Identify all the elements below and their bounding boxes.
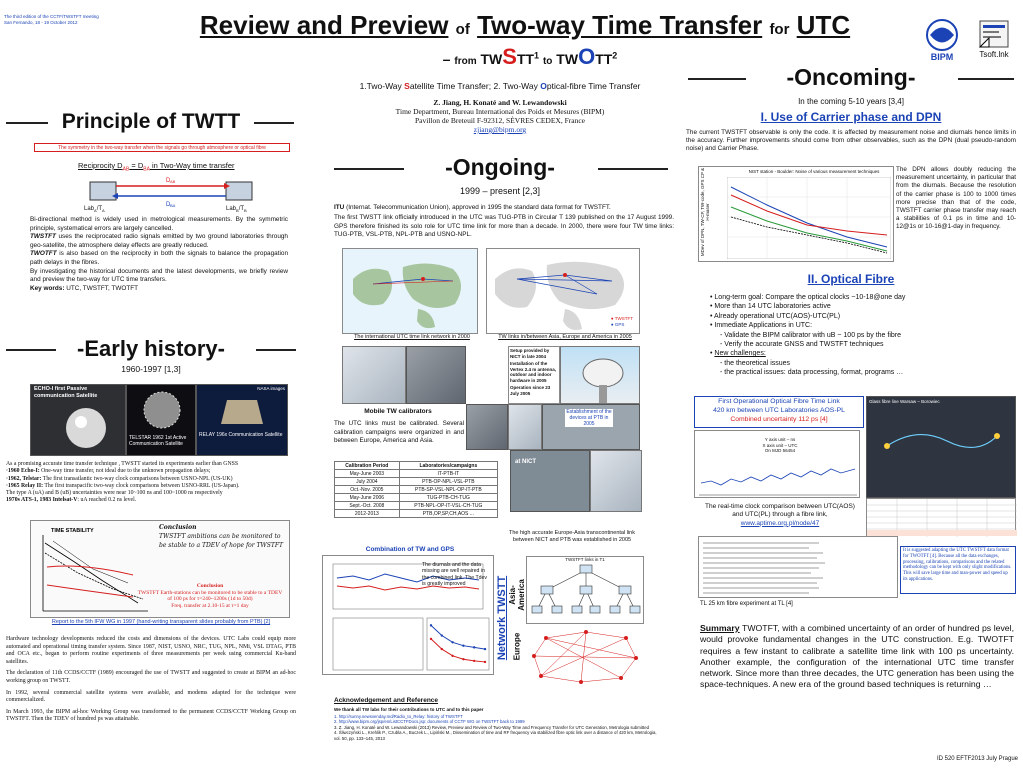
svg-text:BA: BA xyxy=(170,203,176,208)
divider xyxy=(958,78,1014,80)
title-dash: – xyxy=(442,51,451,67)
nict-label: at NICT xyxy=(515,459,536,465)
early-item-5-label: 1970s ATS-1, 1983 Intelsat-V xyxy=(6,497,78,504)
tdev-point xyxy=(484,661,486,663)
table-cell: Sept.-Oct. 2008 xyxy=(335,502,400,510)
twstft-label: TWSTFT xyxy=(30,233,56,241)
title-tt-1: TT xyxy=(516,51,535,67)
network-diagram-asia xyxy=(526,556,644,624)
summary-text: TWOTFT, with a combined uncertainty of an order of hundred ps level, would provoke fundamental changes in the UTC construction. E.g. TWOTFT requires a few instant to calibrate a satellite time link with 100 ps uncertainty. Another example, the configuration of the international UTC time transfer network. Since more than three decades, the UTC generation has been using the space-techniques. A new era of the ground based techniques is returning … xyxy=(700,623,1014,690)
early-item-3-text: The first transpacific two-way clock comparisons between USNO-RRL (US-Japan). xyxy=(43,482,240,489)
bipm-emblem-icon xyxy=(922,18,962,52)
history-para-2: The declaration of 11th CCDS/CCTF (1989) encouraged the use of TWSTT and suggested to create at BIPM an ad-hoc working group on TWSTT. xyxy=(6,670,296,684)
divider xyxy=(6,122,48,124)
fibre-bullet: • Already operational UTC(AOS)-UTC(PL) xyxy=(710,312,841,320)
fibre-map xyxy=(866,396,1016,498)
establishment-note: Establishment of the devices at PTB in 2005 xyxy=(566,409,612,427)
reciprocity-text: Reciprocity D xyxy=(78,161,123,170)
results-table xyxy=(866,498,1016,536)
sub-ab: AB xyxy=(122,166,130,173)
keywords xyxy=(30,285,288,294)
legend-twstft: ● TWSTFT xyxy=(610,316,633,321)
early-item-2-label: ·1962, Telstar: xyxy=(6,475,42,482)
title-tt-2: TT xyxy=(595,51,613,67)
antenna-photo-2 xyxy=(406,346,466,404)
telstar-icon xyxy=(127,385,197,435)
lab-a-text: Lab xyxy=(84,206,95,212)
fibre-title-1: First Operational Optical Fibre Time Link xyxy=(718,398,840,405)
early-years: 1960-1997 [1,3] xyxy=(121,364,181,374)
fibre-plot-label-2: X axis unit – UTC xyxy=(762,442,798,448)
section-1-text: The current TWSTFT observable is only the code. It is affected by measurement noise and diurnals hence limits in the accuracy. Further improvements should come from other observables, such as the DPN (dual pseudo-random noise) and Carrier Phase. xyxy=(686,129,1016,153)
early-item-2-text: The first transatlantic two-way clock comparisons between USNO-NPL (US-UK) xyxy=(41,475,233,482)
dpn-chart xyxy=(698,166,894,262)
network-label: Network TWSTT xyxy=(496,575,508,661)
table-row xyxy=(335,486,498,494)
combo-title: Combination of TW and GPS xyxy=(365,546,455,553)
keywords-text: UTC, TWSTFT, TWOTFT xyxy=(64,284,139,292)
principle-p2-text: uses the reciprocated radio signals emitted by two ground laboratories through geo-satellite, the atmosphere delay effects are greatly reduced. xyxy=(30,233,288,249)
world-map-2000 xyxy=(343,249,479,335)
tl-caption: TL 25 km fibre experiment at TL [4] xyxy=(700,601,793,607)
tdev-point xyxy=(441,634,443,636)
setup-note-3: Operation since 23 July 2005 xyxy=(510,385,551,396)
fibre-bullet-text: Long-term goal: Compare the optical clocks ~10-18@one day xyxy=(714,294,906,301)
fibre-bullet-text: More than 14 UTC laboratories active xyxy=(714,303,831,311)
principle-heading: Principle of TWTT xyxy=(61,110,241,133)
combo-note: The diurnals and the data missing are well repaired in the combined link. The Tdev is greatly improved xyxy=(422,562,487,587)
sub-ba: BA xyxy=(143,166,150,173)
title-tw-2: TW xyxy=(556,51,579,67)
network-tree-icon xyxy=(527,562,645,622)
shortcut-icon xyxy=(977,18,1011,50)
ongoing-para-2: The first TWSTT link officially introduced in the UTC was TUG-PTB in Circular T 139 published on the 17 August 1999. GPS therefore finished its solo role for UTC time link for more than a decade. In 2000, there were four TW time links: TUG-PTB, VSL-PTB, NPL-PTB and USNO-NPL. xyxy=(334,214,674,239)
fibre-bullet: • Long-term goal: Compare the optical clocks ~10-18@one day xyxy=(710,294,906,301)
challenge-text: the practical issues: data processing, format, programs … xyxy=(724,369,904,377)
table-row xyxy=(335,502,498,510)
calibration-table xyxy=(334,461,498,518)
fibre-plot-label-1: Y axis unit – ns xyxy=(764,437,796,442)
fibre-sub-bullet: - Verify the accurate GNSS and TWSTFT techniques xyxy=(720,341,884,349)
report-caption: Report to the 5th IFW WG in 1997 (hand-writing transparent slides probably from PTB) [2] xyxy=(51,619,271,625)
principle-text xyxy=(30,216,288,293)
corner-line-2: San Fernando, 18 - 19 October 2012 xyxy=(4,19,78,25)
fibre-sub-bullet: - Validate the BIPM calibrator with uB ~ 100 ps by the fibre xyxy=(720,331,901,339)
table-row xyxy=(335,470,498,478)
tsoft-label: Tsoft.lnk xyxy=(979,50,1009,59)
nict-photo xyxy=(510,450,590,512)
mobile-title: Mobile TW calibrators xyxy=(364,408,432,415)
ack-title: Acknowledgement and Reference xyxy=(334,697,439,704)
fibre-bullet: • More than 14 UTC laboratories active xyxy=(710,303,831,311)
authors-block xyxy=(330,98,670,134)
early-heading: -Early history- xyxy=(77,336,225,361)
title-sup-2: 2 xyxy=(612,50,618,61)
table-header-period: Calibration Period xyxy=(335,462,400,470)
divider xyxy=(6,349,56,351)
table-cell: May-June 2003 xyxy=(335,470,400,478)
title-of: of xyxy=(455,21,470,38)
tdev-point xyxy=(484,648,486,650)
section-1-title: I. Use of Carrier phase and DPN xyxy=(760,110,942,124)
tdev-point xyxy=(430,638,432,640)
principle-banner: The symmetry in the two-way transfer when the signals go through atmosphere or optical fibre xyxy=(34,143,290,152)
history-para-3: In 1992, several commercial satellite systems were available, and modems adapted for the technique were commercialized. xyxy=(6,689,296,704)
relay-satellite-icon xyxy=(197,392,289,432)
legend-gps: ● GPS xyxy=(610,321,625,327)
subtitle xyxy=(300,81,700,91)
network-title: TWSTFT links in T1 xyxy=(565,557,605,562)
tdev-point xyxy=(473,646,475,648)
telstar-photo xyxy=(126,384,196,456)
title-part-2: Two-way Time Transfer xyxy=(477,10,763,40)
echo-balloon-icon xyxy=(31,400,127,450)
relay-photo xyxy=(196,384,288,456)
results-table-grid xyxy=(867,499,1017,537)
hand-notes xyxy=(159,523,287,550)
table-cell: 2012-2013 xyxy=(335,510,400,518)
principle-para-4: By investigating the historical documents and the latest developments, we briefly review and preview the two-way for UTC time transfers. xyxy=(30,267,288,284)
ongoing-heading: -Ongoing- xyxy=(445,154,555,180)
subtitle-o: O xyxy=(540,81,547,91)
title-to: to xyxy=(542,56,553,67)
divider xyxy=(256,349,296,351)
reciprocity-label xyxy=(78,161,268,173)
telstar-caption: TELSTAR 1962 1st Active Communication Satellite xyxy=(129,435,187,447)
early-text xyxy=(6,461,296,505)
early-item-4: The type A (uA) and B (uB) uncertainties were near 10~100 ns and 100~1000 ns respectively xyxy=(6,490,223,497)
fibre-bullet: • New challenges: xyxy=(710,350,766,358)
tdev-point xyxy=(451,641,453,643)
table-row xyxy=(335,478,498,486)
itu-text: (Internat. Telecommunication Union), approved in 1995 the standard data format for TWSTFT. xyxy=(344,204,611,211)
early-item-1 xyxy=(6,468,296,475)
summary xyxy=(700,623,1014,691)
title-line-2 xyxy=(330,44,730,70)
divider xyxy=(334,168,404,170)
oncoming-years: In the coming 5-10 years [3,4] xyxy=(798,97,904,106)
title-from: from xyxy=(454,56,477,67)
hi-accuracy-caption: The high accurate Europe-Asia transcontinental link between NICT and PTB was established in 2005 xyxy=(509,530,635,543)
lab-b-label: $Lab_B/T_B$ xyxy=(226,206,247,214)
dish-antenna-icon xyxy=(561,347,641,405)
table-cell: July 2004 xyxy=(335,478,400,486)
summary-label: Summary xyxy=(700,623,740,633)
network-mesh-icon xyxy=(526,628,644,686)
author-names: Z. Jiang, H. Konaté and W. Lewandowski xyxy=(433,98,567,107)
fibre-timeseries xyxy=(699,457,857,497)
table-header-labs: Laboratories/campaigns xyxy=(399,462,497,470)
fibre-title-3: Combined uncertainty 112 ps [4] xyxy=(730,416,828,423)
tl-data-listing xyxy=(698,536,898,598)
setup-note-1: Setup provided by NICT in late 2004 xyxy=(510,348,550,359)
fibre-link-box xyxy=(694,396,864,428)
corner-line-1: The third edition of the CCTF/TWSTFT meeting xyxy=(4,14,99,19)
europe-wrap xyxy=(510,628,524,668)
table-cell: IT-PTB-IT xyxy=(399,470,497,478)
table-cell: TUG-PTB-CH-TUG xyxy=(399,494,497,502)
title-s: S xyxy=(502,44,517,69)
tl-note: It is suggested adapting the UTC TWSTFT data format for TWOTFT [4]. Because all the data exchanges, processing, calibrations, comparisons and the related methodology can be kept with only slight modifications. This will save large time and man-power and speed up its applications. xyxy=(900,546,1016,594)
corner-note xyxy=(4,14,164,25)
conclusion-red-body: TWSTFT Earth-stations can be monitored to be stable to a TDEV of 100 ps for τ=240~1200s (1d to 50d) xyxy=(137,589,283,602)
setup-note-2: Installation of the Vertex 2.4 m antenna, outdoor and indoor hardware in 2005 xyxy=(510,361,557,383)
history-para-4: In March 1993, the BIPM ad-hoc Working Group was transformed to the permanent CCDS/CCTF Working Group on TWSTFT. Then the TDEV of hundred ps was attainable. xyxy=(6,708,296,723)
map-2005 xyxy=(486,248,640,334)
relay-caption: RELAY 196x Communication Satellite xyxy=(199,432,283,438)
stability-label: TIME STABILITY xyxy=(51,528,94,534)
rt-text: The real-time clock comparison between UTC(AOS) and UTC(PL) through a fibre link, xyxy=(705,503,855,519)
subtitle-s: S xyxy=(404,81,410,91)
title-part-1: Review and Preview xyxy=(199,10,449,40)
fibre-bullet: • Immediate Applications in UTC: xyxy=(710,322,813,330)
author-address: Pavillon de Breteuil F-92312, SÈVRES CEDEX, France xyxy=(415,116,585,125)
fibre-map-icon xyxy=(867,406,1017,496)
title-part-3: UTC xyxy=(796,10,851,40)
divider xyxy=(688,78,746,80)
asia-america-wrap xyxy=(510,568,524,618)
challenge-item: - the practical issues: data processing, format, programs … xyxy=(720,369,904,377)
rt-comparison xyxy=(700,503,860,528)
table-row xyxy=(335,494,498,502)
twotft-label: TWOTFT xyxy=(30,250,57,258)
svg-text:AB: AB xyxy=(170,179,176,184)
reciprocity-post: in Two-Way time transfer xyxy=(149,161,235,170)
divider xyxy=(254,122,294,124)
table-cell: May-June 2006 xyxy=(335,494,400,502)
reference-item[interactable]: 1. http://sunny.newsvenday.md/Radio_to_Relay: history of TWSTFT xyxy=(334,714,463,719)
table-cell: PTB-NPL-OP-IT-VSL-CH-TUG xyxy=(399,502,497,510)
antenna-photo-1 xyxy=(342,346,406,404)
early-item-5-text: : uA reached 0.2 ns level. xyxy=(77,497,137,504)
reference-item: 3. Z. Jiang, H. Konaté and W. Lewandowski (2013) Review, Preview and Review of Two-Way Time and Frequency Transfer for UTC Generation, Metrologia submitted xyxy=(334,724,650,730)
ongoing-years: 1999 – present [2,3] xyxy=(459,186,541,196)
early-text-intro: As a promising accurate time transfer technique , TWSTT started its experiments earlier than GNSS xyxy=(6,461,239,467)
europe-label: Europe xyxy=(512,632,522,661)
network-diagram-europe xyxy=(526,628,644,686)
table-cell: PTB,OP,SP,CH,AOS ... xyxy=(399,510,497,518)
early-item-2 xyxy=(6,476,296,483)
fibre-plot-labels xyxy=(745,437,815,454)
lab-b-text: Lab xyxy=(226,206,237,212)
map-2005-caption: TW links in/between Asia, Europe and America in 2005 xyxy=(498,334,632,340)
stability-slide xyxy=(30,520,290,618)
history-para-1: Hardware technology developments reduced the costs and dimensions of the devices. UTC Labs could equip more automated and operational timing transfer system. Since 1987, NIST, USNO, NRC, TUG, NPL, NMi, VSL DTAG, PTB and OCA etc., began to perform routine experiments of three measurements per week using commercial Ku-band satellites. xyxy=(6,636,296,665)
indoor-photo xyxy=(466,404,508,450)
map-2000-caption: The international UTC time link network in 2000 xyxy=(354,334,470,340)
svg-text:D: D xyxy=(166,202,171,208)
svg-text:D: D xyxy=(166,178,171,184)
ack-text: We thank all TW labs for their contributions to UTC and to this paper xyxy=(334,707,484,712)
asia-america-label: Asia-America xyxy=(508,579,526,611)
network-label-wrap xyxy=(494,556,508,684)
ptb-photo xyxy=(542,404,640,450)
principle-p3-text: is also based on the reciprocity in both the signals to balance the propagation path delays in the fibres. xyxy=(30,250,288,266)
setup-notes xyxy=(508,346,560,404)
map-2005-legend xyxy=(611,316,633,327)
tdev-point xyxy=(441,648,443,650)
dpn-text: The DPN allows doubly reducing the measurement uncertainty, in particular that from the diurnals. Because the resolution of the carrier phase is 100 to 1000 times more precise than that of the code, TWSTFT carrier phase transfer may reach a stabilities of 0.1 ps in time and 10-12@1s or 10-16@1-day in frequency. xyxy=(896,166,1016,231)
early-item-5 xyxy=(6,497,296,504)
map-2000 xyxy=(342,248,478,334)
itu-label: ITU xyxy=(334,204,345,211)
table-cell: PTB-OP-NPL-VSL-PTB xyxy=(399,478,497,486)
reference-item[interactable]: 2. http://www.bipm.org/jsp/en/ListCCTFDocs.jsp: documents of CCTF WG on TWSTFT back to 1999 xyxy=(334,719,525,725)
bipm-logo xyxy=(922,18,962,64)
section-2-title: II. Optical Fibre xyxy=(807,272,895,286)
tdev-point xyxy=(462,644,464,646)
dpn-chart-ylabel: MDev of DPN, TW-CP, TW-code, GPS CP & H-maser xyxy=(700,167,710,257)
early-item-3-label: ·1965 Relay II: xyxy=(6,482,44,489)
principle-para-1: Bi-directional method is widely used in metrological measurements. By the symmetric principle, systematical errors are largely cancelled. xyxy=(30,216,288,232)
fibre-sub-bullet-text: Validate the BIPM calibrator with uB ~ 100 ps by the fibre xyxy=(724,331,901,339)
bipm-text: BIPM xyxy=(930,52,954,62)
table-row xyxy=(335,510,498,518)
echo-satellite-photo xyxy=(30,384,126,456)
fibre-bullet-text: Immediate Applications in UTC: xyxy=(714,322,813,330)
footer-id: ID 520 EFTF2013 July Prague xyxy=(936,756,1018,762)
title-o: O xyxy=(578,44,596,69)
conclusion-red-title: Conclusion xyxy=(196,583,224,589)
antenna-photo-3 xyxy=(560,346,640,404)
author-email[interactable]: zjiang@bipm.org xyxy=(473,125,527,134)
challenge-text: the theoretical issues xyxy=(724,359,791,367)
table-cell: Oct.-Nov. 2005 xyxy=(335,486,400,494)
fibre-sub-bullet-text: Verify the accurate GNSS and TWSTFT techniques xyxy=(724,341,884,349)
conclusion-red xyxy=(135,583,285,609)
oncoming-heading: -Oncoming- xyxy=(786,64,916,90)
itu-para xyxy=(334,204,674,212)
conclusion-red-freq: Freq. transfer at 2.10-15 at τ=1 day xyxy=(171,602,249,609)
tdev-point xyxy=(430,624,432,626)
rt-link[interactable]: www.aptime.org.pl/node/47 xyxy=(740,519,820,527)
reference-item: 4. Śliwczyński L., Krehlik P., Czubla A., Buczek L., Lipiński M., Dissemination of time and RF frequency via stabilized fibre optic link over a distance of 420 km, Metrologia, vol. 50, pp. 133–145, 2013 xyxy=(334,730,657,741)
rack-photo xyxy=(590,450,642,512)
author-dept: Time Department, Bureau International des Poids et Mesures (BIPM) xyxy=(395,107,605,116)
table-header-row xyxy=(335,462,498,470)
fibre-plot-label-3: On MJD 56454 xyxy=(764,448,796,453)
reference-list xyxy=(334,714,660,741)
challenges-label: New challenges: xyxy=(714,350,766,358)
fibre-plot xyxy=(694,430,860,498)
principle-para-2 xyxy=(30,233,288,250)
tdev-point xyxy=(473,660,475,662)
reciprocity-eq: = D xyxy=(129,161,144,170)
history-text xyxy=(6,636,296,724)
fibre-bullet-text: Already operational UTC(AOS)-UTC(PL) xyxy=(714,312,841,320)
challenge-item: - the theoretical issues xyxy=(720,359,791,367)
echo-caption: ECHO-I first Passive communication Satellite xyxy=(34,386,98,399)
conclusion-title: Conclusion xyxy=(159,524,197,531)
fibre-bullets xyxy=(710,293,1010,378)
title-sup-1: 1 xyxy=(534,50,540,61)
tdev-point xyxy=(462,658,464,660)
table-cell: PTB-SP-VSL-NPL-OP-IT-PTB xyxy=(399,486,497,494)
subtitle-post: ptical-fibre Time Transfer xyxy=(546,81,641,91)
divider xyxy=(598,168,668,170)
tdev-point xyxy=(451,655,453,657)
page-title xyxy=(160,10,890,45)
nasa-credit: NASA images xyxy=(257,386,285,391)
title-for: for xyxy=(769,21,790,38)
dpn-chart-plot xyxy=(727,177,891,259)
early-item-1-label: ·1960 Echo-I: xyxy=(6,468,40,475)
lab-a-label: $Lab_A/T_A$ xyxy=(84,206,105,214)
fibre-title-2: 420 km between UTC Laboratories AOS-PL xyxy=(713,407,845,414)
keywords-label: Key words: xyxy=(30,284,65,292)
tsoft-shortcut[interactable] xyxy=(970,18,1018,68)
fibre-map-label: Glass fibre line Warsaw – Borowiec xyxy=(869,399,940,404)
early-item-1-text: One-way time transfer, not ideal due to the unknown propagation delays; xyxy=(39,468,211,475)
subtitle-mid: atellite Time Transfer; 2. Two-Way xyxy=(409,81,538,91)
title-tw-1: TW xyxy=(480,51,503,67)
hand-note: TWSTFT ambitions can be monitored to be stable to a TDEV of hope for TWSTFT xyxy=(159,533,284,549)
hardware-photo xyxy=(508,404,542,450)
mobile-text: The UTC links must be calibrated. Several calibration campaigns were organized in and between Europe, America and Asia. xyxy=(334,420,464,444)
tl-data-lines xyxy=(699,537,899,599)
dpn-chart-title: NIST station - Boulder: Noise of various measurement techniques xyxy=(748,169,880,174)
principle-para-3 xyxy=(30,250,288,267)
subtitle-pre: 1.Two-Way xyxy=(359,81,402,91)
ongoing-text xyxy=(334,204,674,240)
